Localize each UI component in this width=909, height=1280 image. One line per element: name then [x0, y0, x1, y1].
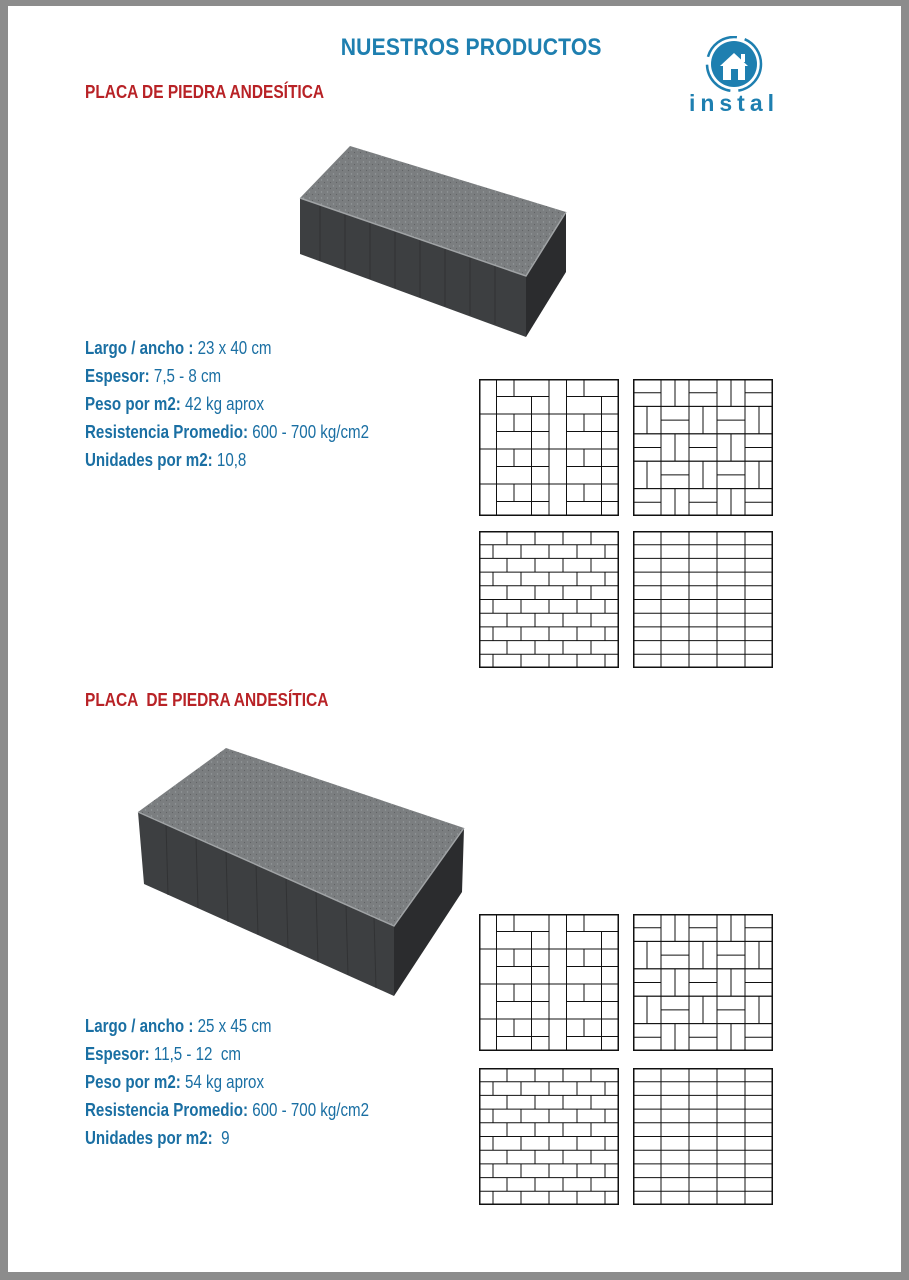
spec-label: Largo / ancho : [85, 1016, 194, 1036]
spec-value: 54 kg aprox [180, 1072, 264, 1092]
spec-value: 25 x 45 cm [193, 1016, 272, 1036]
instal-logo [684, 36, 784, 120]
spec-label: Resistencia Promedio: [85, 1100, 249, 1120]
paver-block-image-2 [126, 742, 476, 1002]
product-1-specs [85, 334, 369, 474]
spec-label: Espesor: [85, 1044, 150, 1064]
spec-row [85, 362, 369, 390]
paver-block-image-1 [290, 142, 580, 342]
spec-label: Espesor: [85, 366, 150, 386]
spec-row [85, 1040, 369, 1068]
spec-value: 600 - 700 kg/cm2 [248, 422, 370, 442]
running-bond-pattern [479, 531, 619, 668]
basketweave-pattern [633, 914, 773, 1051]
spec-row [85, 1096, 369, 1124]
spec-label: Unidades por m2: [85, 450, 213, 470]
spec-label: Largo / ancho : [85, 338, 194, 358]
product-2-title: PLACA DE PIEDRA ANDESÍTICA [85, 690, 329, 710]
stack-bond-pattern [633, 531, 773, 668]
spec-row [85, 418, 369, 446]
spec-row [85, 446, 369, 474]
spec-value: 10,8 [212, 450, 247, 470]
house-icon [684, 36, 784, 96]
spec-value: 23 x 40 cm [193, 338, 272, 358]
spec-label: Peso por m2: [85, 1072, 181, 1092]
catalog-page [8, 6, 901, 1272]
spec-row [85, 1068, 369, 1096]
spec-value: 7,5 - 8 cm [149, 366, 222, 386]
spec-label: Peso por m2: [85, 394, 181, 414]
spec-value: 42 kg aprox [180, 394, 264, 414]
product-2-specs [85, 1012, 369, 1152]
running-bond-pattern [479, 1068, 619, 1205]
spec-value: 11,5 - 12 cm [149, 1044, 242, 1064]
basketweave-pattern [633, 379, 773, 516]
spec-row [85, 1012, 369, 1040]
stack-bond-pattern [633, 1068, 773, 1205]
spec-label: Resistencia Promedio: [85, 422, 249, 442]
spec-row [85, 334, 369, 362]
page-title: NUESTROS PRODUCTOS [340, 34, 602, 61]
spec-row [85, 1124, 369, 1152]
spec-label: Unidades por m2: [85, 1128, 213, 1148]
spec-value: 9 [212, 1128, 230, 1148]
spec-row [85, 390, 369, 418]
herringbone-pattern [479, 379, 619, 516]
spec-value: 600 - 700 kg/cm2 [248, 1100, 370, 1120]
product-1-title: PLACA DE PIEDRA ANDESÍTICA [85, 82, 325, 102]
herringbone-pattern [479, 914, 619, 1051]
logo-text: instal [688, 90, 780, 116]
